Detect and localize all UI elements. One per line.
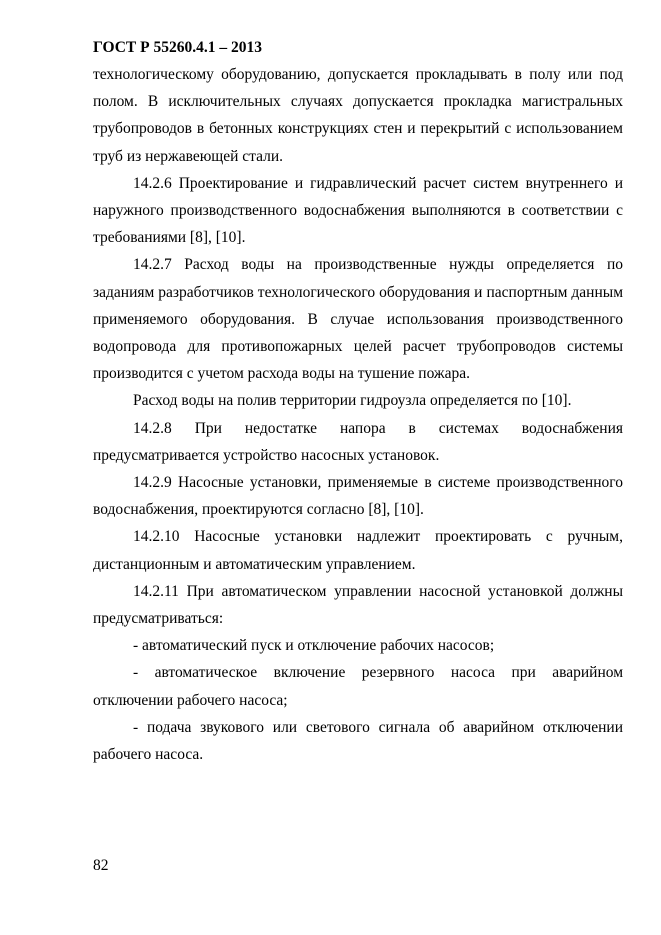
paragraph-14-2-6: 14.2.6 Проектирование и гидравлический расчет систем внутреннего и наружного производственного водоснабжения выполняются в соответствии с требованиями [8], [10]. <box>93 174 623 247</box>
page-number: 82 <box>93 857 109 874</box>
list-item-reserve-pump: - автоматическое включение резервного насоса при аварийном отключении рабочего насоса; <box>93 664 623 709</box>
paragraph-14-2-8: 14.2.8 При недостатке напора в системах водоснабжения предусматривается устройство насосных установок. <box>93 419 623 464</box>
list-item-alarm-signal: - подача звукового или светового сигнала об аварийном отключении рабочего насоса. <box>93 718 623 764</box>
document-body <box>93 61 623 768</box>
paragraph-14-2-10: 14.2.10 Насосные установки надлежит проектировать с ручным, дистанционным и автоматическим управлением. <box>93 528 623 573</box>
paragraph-water-irrigation: Расход воды на полив территории гидроузла определяется по [10]. <box>133 392 572 410</box>
list-item-auto-start: - автоматический пуск и отключение рабочих насосов; <box>133 637 495 655</box>
document-header: ГОСТ Р 55260.4.1 – 2013 <box>93 39 262 56</box>
paragraph-14-2-7: 14.2.7 Расход воды на производственные нужды определяется по заданиям разработчиков технологического оборудования и паспортным данным применяемого оборудования. В случае использования производственного водопровода для противопожарных целей расчет трубопроводов системы производится с учетом расхода воды на тушение пожара. <box>93 256 623 383</box>
paragraph-14-2-9: 14.2.9 Насосные установки, применяемые в системе производственного водоснабжения, проектируются согласно [8], [10]. <box>93 474 623 519</box>
paragraph-continuation: технологическому оборудованию, допускается прокладывать в полу или под полом. В исключительных случаях допускается прокладка магистральных трубопроводов в бетонных конструкциях стен и перекрытий с использованием труб из нержавеющей стали. <box>93 66 623 165</box>
paragraph-14-2-11: 14.2.11 При автоматическом управлении насосной установкой должны предусматриваться: <box>93 582 623 628</box>
